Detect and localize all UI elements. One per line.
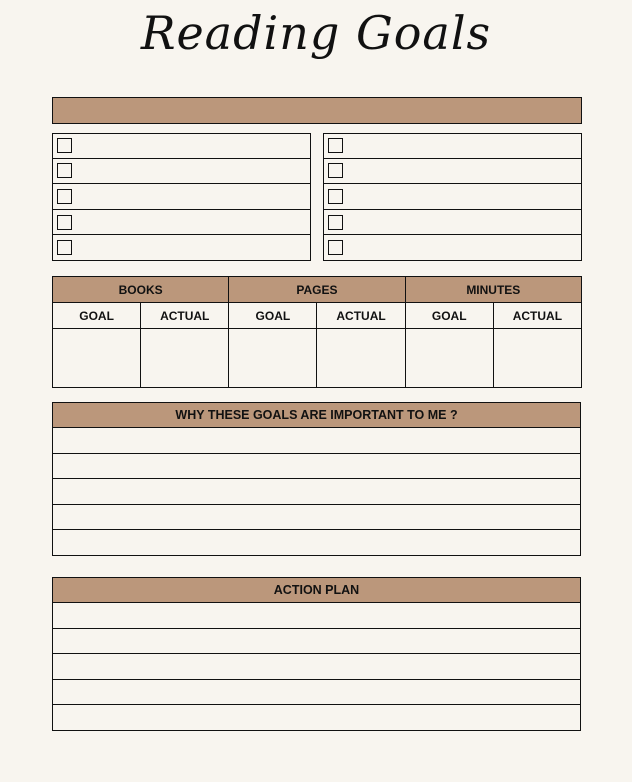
checklist-item[interactable] bbox=[323, 235, 582, 261]
checkbox[interactable] bbox=[57, 189, 72, 204]
checklist-item[interactable] bbox=[323, 133, 582, 159]
why-goals-section bbox=[52, 402, 581, 556]
checkbox[interactable] bbox=[328, 163, 343, 178]
books-goal-cell[interactable] bbox=[53, 329, 141, 388]
writing-line[interactable] bbox=[52, 654, 581, 680]
writing-line[interactable] bbox=[52, 629, 581, 655]
books-header: BOOKS bbox=[53, 277, 229, 303]
books-actual-cell[interactable] bbox=[141, 329, 229, 388]
checklist-item[interactable] bbox=[323, 184, 582, 210]
writing-line[interactable] bbox=[52, 505, 581, 531]
checkbox[interactable] bbox=[57, 163, 72, 178]
checkbox[interactable] bbox=[328, 189, 343, 204]
checkbox[interactable] bbox=[328, 138, 343, 153]
checkbox[interactable] bbox=[328, 240, 343, 255]
checklist-item[interactable] bbox=[52, 184, 311, 210]
minutes-goal-cell[interactable] bbox=[405, 329, 493, 388]
pages-goal-cell[interactable] bbox=[229, 329, 317, 388]
writing-line[interactable] bbox=[52, 603, 581, 629]
checkbox[interactable] bbox=[57, 240, 72, 255]
writing-line[interactable] bbox=[52, 705, 581, 731]
goal-name-bar[interactable] bbox=[52, 97, 582, 124]
checkbox[interactable] bbox=[57, 215, 72, 230]
writing-line[interactable] bbox=[52, 479, 581, 505]
pages-actual-header: ACTUAL bbox=[317, 303, 405, 329]
pages-actual-cell[interactable] bbox=[317, 329, 405, 388]
books-goal-header: GOAL bbox=[53, 303, 141, 329]
reading-tracker-table bbox=[52, 276, 582, 388]
why-goals-heading: WHY THESE GOALS ARE IMPORTANT TO ME ? bbox=[52, 402, 581, 428]
checklist-item[interactable] bbox=[52, 159, 311, 185]
checklist-item[interactable] bbox=[323, 159, 582, 185]
pages-goal-header: GOAL bbox=[229, 303, 317, 329]
pages-header: PAGES bbox=[229, 277, 405, 303]
page-title: Reading Goals bbox=[140, 6, 492, 60]
action-plan-section bbox=[52, 577, 581, 731]
minutes-goal-header: GOAL bbox=[405, 303, 493, 329]
writing-line[interactable] bbox=[52, 530, 581, 556]
minutes-actual-cell[interactable] bbox=[493, 329, 581, 388]
checklist-item[interactable] bbox=[52, 210, 311, 236]
writing-line[interactable] bbox=[52, 454, 581, 480]
minutes-header: MINUTES bbox=[405, 277, 581, 303]
checklist-item[interactable] bbox=[52, 235, 311, 261]
checkbox[interactable] bbox=[57, 138, 72, 153]
checklist-left bbox=[52, 133, 311, 261]
action-plan-heading: ACTION PLAN bbox=[52, 577, 581, 603]
checkbox[interactable] bbox=[328, 215, 343, 230]
writing-line[interactable] bbox=[52, 680, 581, 706]
checklist-item[interactable] bbox=[52, 133, 311, 159]
checklist-right bbox=[323, 133, 582, 261]
writing-line[interactable] bbox=[52, 428, 581, 454]
checklist-item[interactable] bbox=[323, 210, 582, 236]
minutes-actual-header: ACTUAL bbox=[493, 303, 581, 329]
books-actual-header: ACTUAL bbox=[141, 303, 229, 329]
